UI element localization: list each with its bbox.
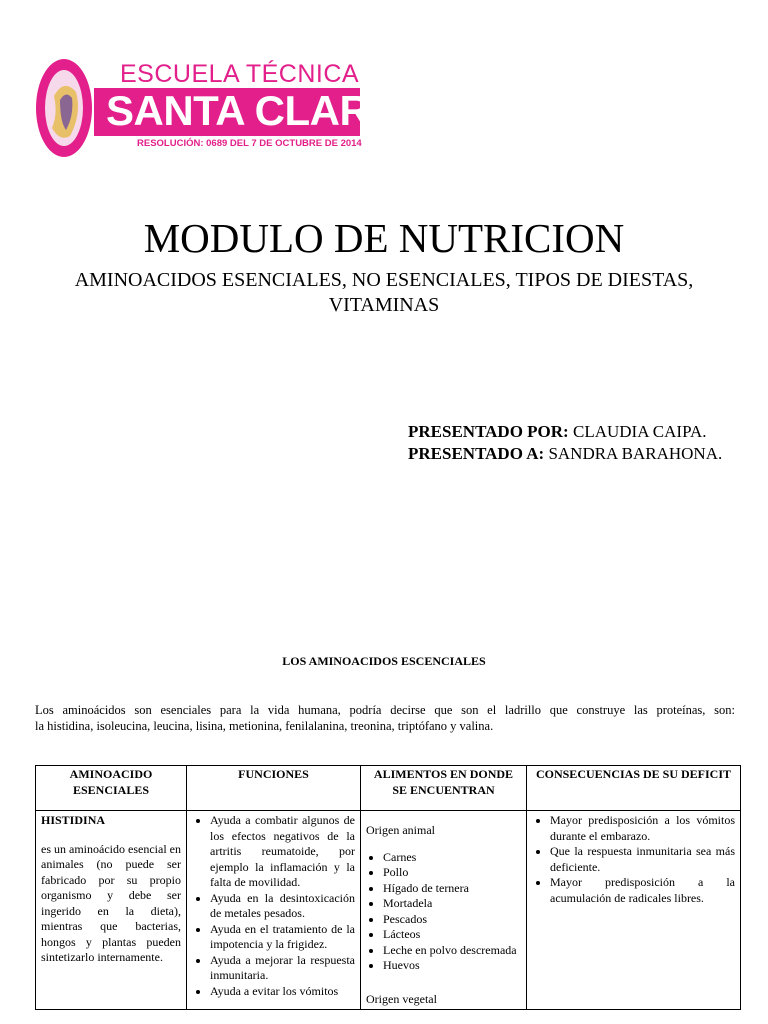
header-amino-acid: AMINOACIDO ESENCIALES bbox=[36, 766, 187, 811]
list-item: • Huevos bbox=[383, 958, 521, 974]
list-item: • Lácteos bbox=[383, 927, 521, 943]
presented-by-label: PRESENTADO POR: bbox=[408, 422, 569, 441]
deficit-cell bbox=[527, 811, 741, 1010]
list-item: • Mayor predisposición a los vómitos durante el embarazo. bbox=[550, 813, 735, 844]
intro-line-1: Los aminoácidos son esenciales para la vida humana, podría decirse que son el ladrillo que construye las proteínas, son: bbox=[35, 703, 735, 717]
section-title: LOS AMINOACIDOS ESCENCIALES bbox=[282, 654, 486, 668]
list-item: • Pollo bbox=[383, 865, 521, 881]
header-functions: FUNCIONES bbox=[187, 766, 361, 811]
school-logo bbox=[34, 56, 400, 160]
intro-line-2: la histidina, isoleucina, leucina, lisina, metionina, fenilalanina, treonina, triptófano y valina. bbox=[35, 719, 494, 733]
logo-school-type: ESCUELA TÉCNICA bbox=[120, 60, 360, 88]
presenters-block bbox=[408, 421, 722, 465]
header-foods: ALIMENTOS EN DONDE SE ENCUENTRAN bbox=[361, 766, 527, 811]
functions-cell bbox=[187, 811, 361, 1010]
list-item: • Ayuda a combatir algunos de los efectos negativos de la artritis reumatoide, por ejemplo la inflamación y la falta de movilidad. bbox=[210, 813, 355, 891]
header-deficit: CONSECUENCIAS DE SU DEFICIT bbox=[527, 766, 741, 811]
amino-acid-cell bbox=[36, 811, 187, 1010]
food-origin-vegetal: Origen vegetal bbox=[366, 991, 437, 1006]
presented-by-line bbox=[408, 421, 722, 443]
page-title: MODULO DE NUTRICION bbox=[143, 215, 625, 261]
list-item: • Pescados bbox=[383, 912, 521, 928]
intro-paragraph bbox=[35, 702, 735, 734]
list-item: • Hígado de ternera bbox=[383, 881, 521, 897]
presented-to-line bbox=[408, 443, 722, 465]
food-origin-animal: Origen animal bbox=[366, 823, 435, 837]
logo-resolution: RESOLUCIÓN: 0689 DEL 7 DE OCTUBRE DE 2014 bbox=[137, 138, 362, 149]
list-item: • Leche en polvo descremada bbox=[383, 943, 521, 959]
presented-by-value: CLAUDIA CAIPA. bbox=[572, 422, 707, 441]
table-header-row bbox=[36, 766, 741, 811]
table-row bbox=[36, 811, 741, 1010]
list-item: • Mortadela bbox=[383, 896, 521, 912]
list-item: • Carnes bbox=[383, 850, 521, 866]
page-subtitle: AMINOACIDOS ESENCIALES, NO ESENCIALES, TIPOS DE DIESTAS, VITAMINAS bbox=[74, 269, 694, 316]
amino-acids-table bbox=[35, 765, 741, 1010]
list-item: • Que la respuesta inmunitaria sea más deficiente. bbox=[550, 844, 735, 875]
functions-list bbox=[192, 813, 355, 999]
foods-cell bbox=[361, 811, 527, 1010]
deficit-list bbox=[532, 813, 735, 906]
amino-acid-name: HISTIDINA bbox=[41, 813, 106, 827]
list-item: • Ayuda en el tratamiento de la impotencia y la frigidez. bbox=[210, 922, 355, 953]
school-seal-icon bbox=[34, 56, 96, 160]
presented-to-value: SANDRA BARAHONA. bbox=[548, 444, 723, 463]
list-item: • Ayuda a mejorar la respuesta inmunitaria. bbox=[210, 953, 355, 984]
list-item: • Mayor predisposición a la acumulación de radicales libres. bbox=[550, 875, 735, 906]
amino-acid-description: es un aminoácido esencial en animales (no puede ser fabricado por su propio organismo y debe ser ingerido en la dieta), mientras que bacterias, hongos y plantas pueden sintetizarlo internamente. bbox=[41, 841, 181, 964]
presented-to-label: PRESENTADO A: bbox=[408, 444, 545, 463]
foods-animal-list bbox=[366, 850, 521, 974]
list-item: • Ayuda a evitar los vómitos bbox=[210, 984, 355, 1000]
list-item: • Ayuda en la desintoxicación de metales pesados. bbox=[210, 891, 355, 922]
logo-school-name: SANTA CLARA bbox=[106, 87, 400, 134]
